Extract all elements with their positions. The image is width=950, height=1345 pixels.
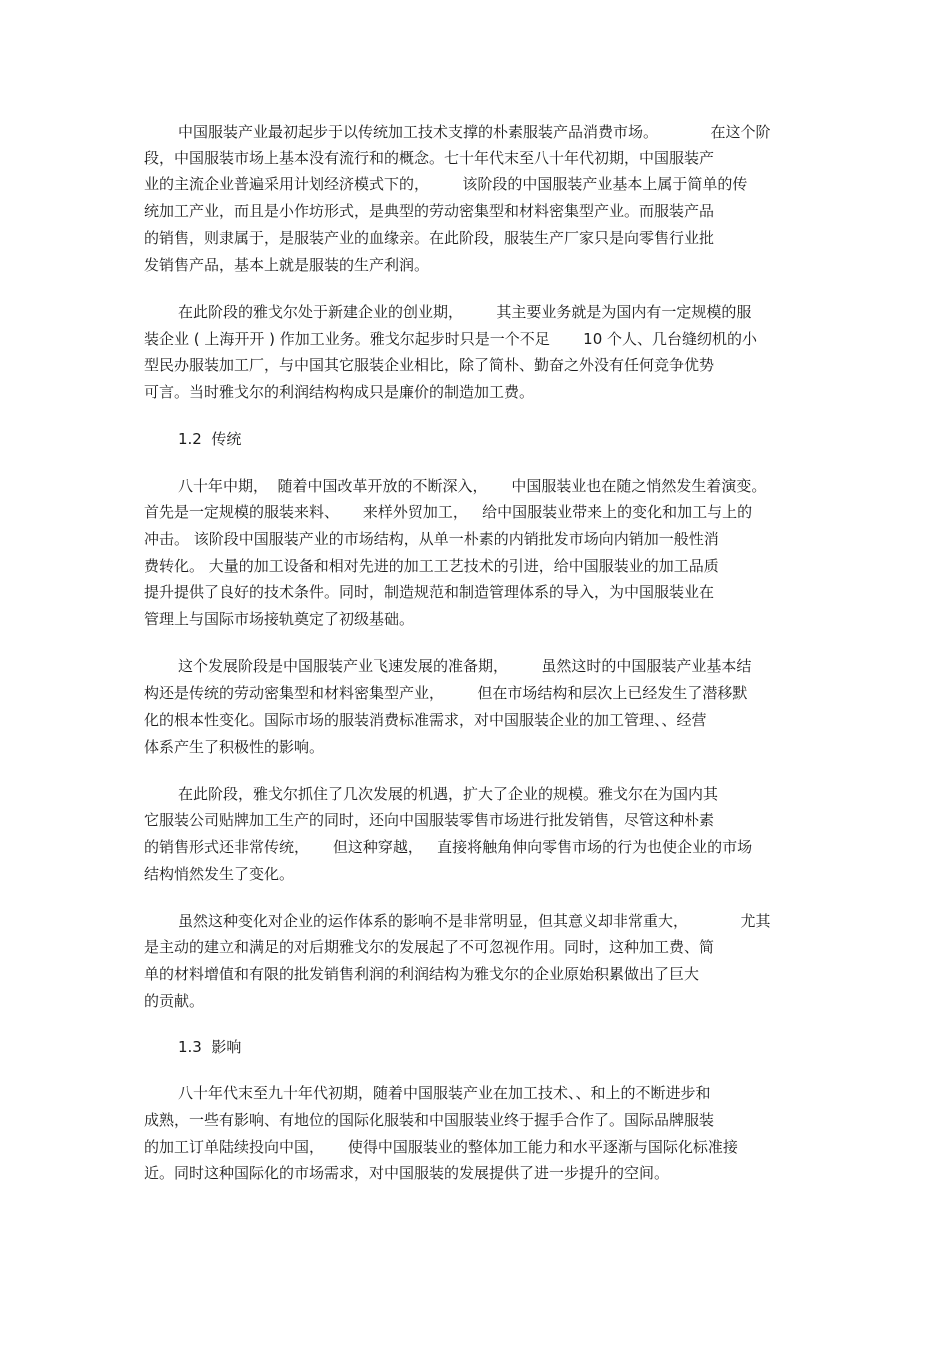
paragraph-line: 成熟，一些有影响、有地位的国际化服装和中国服装业终于握手合作了。国际品牌服装	[144, 1111, 715, 1129]
paragraph-line: 近。同时这种国际化的市场需求，对中国服装的发展提供了进一步提升的空间。	[144, 1164, 670, 1182]
paragraph-line: 单的材料增值和有限的批发销售利润的利润结构为雅戈尔的企业原始积累做出了巨大	[144, 965, 700, 983]
paragraph-line: 可言。当时雅戈尔的利润结构构成只是廉价的制造加工费。	[144, 383, 535, 401]
paragraph-line: 的加工订单陆续投向中国， 使得中国服装业的整体加工能力和水平逐渐与国际化标准接	[144, 1138, 738, 1156]
paragraph-line: 在此阶段的雅戈尔处于新建企业的创业期， 其主要业务就是为国内有一定规模的服	[178, 303, 752, 321]
paragraph-line: 八十年代末至九十年代初期，随着中国服装产业在加工技术、、和上的不断进步和	[178, 1084, 711, 1102]
paragraph-line: 段，中国服装市场上基本没有流行和的概念。七十年代末至八十年代初期，中国服装产	[144, 149, 715, 167]
paragraph-line: 中国服装产业最初起步于以传统加工技术支撑的朴素服装产品消费市场。 在这个阶	[178, 123, 771, 141]
paragraph-line: 业的主流企业普遍采用计划经济模式下的， 该阶段的中国服装产业基本上属于简单的传	[144, 175, 748, 193]
paragraph-line: 的销售形式还非常传统， 但这种穿越， 直接将触角伸向零售市场的行为也使企业的市场	[144, 838, 753, 856]
paragraph-line: 是主动的建立和满足的对后期雅戈尔的发展起了不可忽视作用。同时，这种加工费、简	[144, 938, 715, 956]
paragraph-line: 首先是一定规模的服装来料、 来样外贸加工， 给中国服装业带来上的变化和加工与上的	[144, 503, 753, 521]
paragraph-line: 化的根本性变化。国际市场的服装消费标准需求，对中国服装企业的加工管理、、经营	[144, 711, 707, 729]
paragraph-line: 管理上与国际市场接轨奠定了初级基础。	[144, 610, 415, 628]
section-heading-1-3: 1.3 影响	[178, 1038, 242, 1056]
paragraph-line: 构还是传统的劳动密集型和材料密集型产业， 但在市场结构和层次上已经发生了潜移默	[144, 684, 748, 702]
paragraph-line: 统加工产业，而且是小作坊形式，是典型的劳动密集型和材料密集型产业。而服装产品	[144, 202, 715, 220]
paragraph-line: 这个发展阶段是中国服装产业飞速发展的准备期， 虽然这时的中国服装产业基本结	[178, 657, 752, 675]
paragraph-line: 在此阶段，雅戈尔抓住了几次发展的机遇，扩大了企业的规模。雅戈尔在为国内其	[178, 785, 719, 803]
paragraph-line: 装企业 ( 上海开开 ) 作加工业务。雅戈尔起步时只是一个不足 10 个人、几台缝纫机的小	[144, 330, 758, 348]
paragraph-line: 它服装公司贴牌加工生产的同时，还向中国服装零售市场进行批发销售，尽管这种朴素	[144, 811, 715, 829]
paragraph-line: 发销售产品，基本上就是服装的生产利润。	[144, 256, 430, 274]
section-heading-1-2: 1.2 传统	[178, 430, 242, 448]
paragraph-line: 体系产生了积极性的影响。	[144, 738, 325, 756]
paragraph-line: 的销售，则隶属于，是服装产业的血缘亲。在此阶段，服装生产厂家只是向零售行业批	[144, 229, 715, 247]
paragraph-line: 提升提供了良好的技术条件。同时，制造规范和制造管理体系的导入，为中国服装业在	[144, 583, 715, 601]
paragraph-line: 虽然这种变化对企业的运作体系的影响不是非常明显，但其意义却非常重大， 尤其	[178, 912, 771, 930]
paragraph-line: 的贡献。	[144, 992, 205, 1010]
paragraph-line: 型民办服装加工厂，与中国其它服装企业相比，除了简朴、勤奋之外没有任何竞争优势	[144, 356, 715, 374]
paragraph-line: 结构悄然发生了变化。	[144, 865, 295, 883]
paragraph-line: 冲击。 该阶段中国服装产业的市场结构，从单一朴素的内销批发市场向内销加一般性消	[144, 530, 719, 548]
paragraph-line: 八十年中期， 随着中国改革开放的不断深入， 中国服装业也在随之悄然发生着演变。	[178, 477, 767, 495]
paragraph-line: 费转化。 大量的加工设备和相对先进的加工工艺技术的引进，给中国服装业的加工品质	[144, 557, 719, 575]
